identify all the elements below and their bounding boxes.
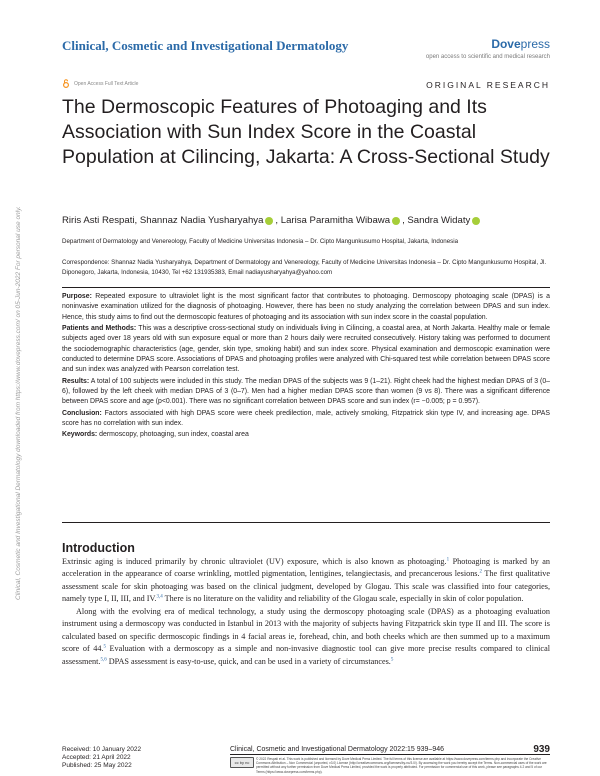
orcid-icon[interactable] bbox=[265, 217, 273, 225]
author-4[interactable]: , Sandra Widaty bbox=[402, 215, 471, 226]
download-watermark: Clinical, Cosmetic and Investigational Dermatology downloaded from https://www.dovepress.com/ on 05-Jun-2022 For personal use only. bbox=[15, 206, 22, 600]
abstract-methods: Patients and Methods: This was a descriptive cross-sectional study on individuals living in Cilincing, a coastal area, at North Jakarta. Healthy male or female subjects aged over 18 years old with sun exposure equal or more than 2 hours daily were recruited consecutively. History taking was performed to document the sociodemographic characteristics (age, gender, skin type, smoking habit) and sun index score. Physical examination and dermoscopic examination were conducted to determine DPAS score. Associations of DPAS and photoaging profiles were analyzed with Chi-squared test while correlation between DPAS score and sun index was analyzed with Pearson correlation test. bbox=[62, 325, 551, 374]
reference-link[interactable]: 2 bbox=[479, 569, 483, 575]
author-1[interactable]: Riris Asti Respati, bbox=[62, 215, 138, 226]
orcid-icon[interactable] bbox=[472, 217, 480, 225]
introduction-body bbox=[62, 556, 550, 668]
reference-link[interactable]: 5 bbox=[103, 644, 106, 650]
divider bbox=[62, 287, 550, 288]
paragraph: Along with the evolving era of medical technology, a study using the dermoscopy photoaging scale (DPAS) as a photoaging evaluation instrument using a dermoscopy was conducted in Istanbul in 2013 with the majority of subjects having Fitzpatrick skin type II and III. The score is calculated based on specific dermoscopic findings in 4 facial areas ie, forehead, chin, and both cheeks which are then summed up to a maximum score of 44.$^5$ Evaluation with a dermoscopy as a simple and non-invasive diagnostic tool can give more precise results compared to clinical assessment.$^{5,6}$ DPAS assessment is easy-to-use, quick, and can be used in a variety of circumstances.$^5$ bbox=[62, 606, 550, 666]
abstract-conclusion: Conclusion: Factors associated with high DPAS score were cheek predilection, male, actively smoking, Fitzpatrick skin type IV, and increasing age. DPAS score has no correlation with sun index. bbox=[62, 409, 550, 428]
paragraph: Extrinsic aging is induced primarily by chronic ultraviolet (UV) exposure, which is also known as photoaging.$^1$ Photoaging is marked by an acceleration in the appearance of coarse wrinkling, mottled pigmentation, lentigines, telangiectasis, and precancerous lesions.$^2$ The first qualitative assessment scale for skin photoaging was based on the clinical judgment, developed by Glogau. This scale was classified into four categories, namely type I, II, III, and IV.$^{3,4}$ There is no literature on the validity and reliability of the Glogau scale, especially in skin of color population. bbox=[62, 557, 550, 604]
publisher-tagline: open access to scientific and medical research bbox=[425, 54, 550, 60]
journal-title: Clinical, Cosmetic and Investigational Dermatology bbox=[62, 38, 349, 53]
article-title: The Dermoscopic Features of Photoaging and Its Association with Sun Index Score in the Coastal Population at Cilincing, Jakarta: A Cross-Sectional Study bbox=[62, 96, 550, 168]
divider bbox=[62, 522, 550, 523]
license-text: © 2022 Respati et al. This work is published and licensed by Dove Medical Press Limited. The full terms of this license are available at https://www.dovepress.com/terms.php and incorporate the Creative Commons Attribution – Non Commercial (unported, v3.0) License (http://creativecommons.org/licenses/by-nc/3.0/). By accessing the work you hereby accept the Terms. Non-commercial uses of the work are permitted without any further permission from Dove Medical Press Limited, provided the work is properly attributed. For permission for commercial use of this work, please see paragraphs 4.2 and 5 of our Terms (https://www.dovepress.com/terms.php). bbox=[256, 757, 547, 774]
abstract-keywords: Keywords: dermoscopy, photoaging, sun index, coastal area bbox=[62, 431, 249, 439]
abstract bbox=[62, 292, 550, 442]
abstract-results: Results: A total of 100 subjects were included in this study. The median DPAS of the subjects was 9 (1–21). Right cheek had the highest median DPAS of 3 (0–6), followed by the left cheek with median DPAS of 3 (0–7). Men had a higher median DPAS score than women (9 vs 8). There was a significant difference between DPAS score and age (p<0.001). There was no significant correlation between DPAS score and sun index (r= −0.005; p = 0.957). bbox=[62, 377, 550, 406]
received-date: Received: 10 January 2022 bbox=[62, 746, 142, 753]
correspondence: Correspondence: Shannaz Nadia Yusharyahya, Department of Dermatology and Venereology, Faculty of Medicine Universitas Indonesia – Dr. Cipto Mangunkusumo Hospital, Jl. Diponegoro, Jakarta, Indonesia, 10430, Tel +62 131935383, Email nadiayusharyahya@yahoo.com bbox=[62, 259, 547, 276]
section-heading: Introduction bbox=[62, 541, 135, 555]
author-list bbox=[62, 215, 482, 226]
cc-license-badge[interactable]: cc by nc bbox=[230, 757, 254, 768]
page-number: 939 bbox=[533, 744, 550, 755]
reference-link[interactable]: 5,6 bbox=[100, 656, 107, 662]
orcid-icon[interactable] bbox=[392, 217, 400, 225]
brand-part1: Dove bbox=[491, 37, 521, 51]
affiliation: Department of Dermatology and Venereology, Faculty of Medicine Universitas Indonesia – Dr. Cipto Mangunkusumo Hospital, Jakarta, Indonesia bbox=[62, 238, 459, 245]
reference-link[interactable]: 5 bbox=[390, 656, 394, 662]
open-access-badge bbox=[62, 79, 138, 88]
brand-part2: press bbox=[520, 37, 550, 51]
divider bbox=[230, 754, 550, 755]
reference-link[interactable]: 1 bbox=[446, 557, 450, 563]
publication-dates bbox=[62, 746, 141, 769]
abstract-purpose: Purpose: Repeated exposure to ultraviolet light is the most significant factor that contributes to photoaging. Dermoscopy photoaging scale (DPAS) is a noninvasive examination utilized for the diagnosis of photoaging. However, there has been no study analyzing the correlation between DPAS and sun index. Hence, this study aims to find out the dermoscopic features of photoaging and its association with sun index score in the coastal population. bbox=[62, 293, 550, 321]
article-type: ORIGINAL RESEARCH bbox=[426, 80, 550, 90]
reference-link[interactable]: 3,4 bbox=[156, 594, 163, 600]
author-3[interactable]: , Larisa Paramitha Wibawa bbox=[275, 215, 391, 226]
published-date: Published: 25 May 2022 bbox=[62, 761, 132, 769]
accepted-date: Accepted: 21 April 2022 bbox=[62, 753, 131, 761]
author-2[interactable]: Shannaz Nadia Yusharyahya bbox=[139, 215, 264, 226]
publisher-logo bbox=[491, 37, 550, 51]
open-access-icon bbox=[62, 79, 70, 88]
footer-citation: Clinical, Cosmetic and Investigational Dermatology 2022:15 939–946 bbox=[230, 746, 445, 753]
open-access-label: Open Access Full Text Article bbox=[74, 80, 139, 87]
